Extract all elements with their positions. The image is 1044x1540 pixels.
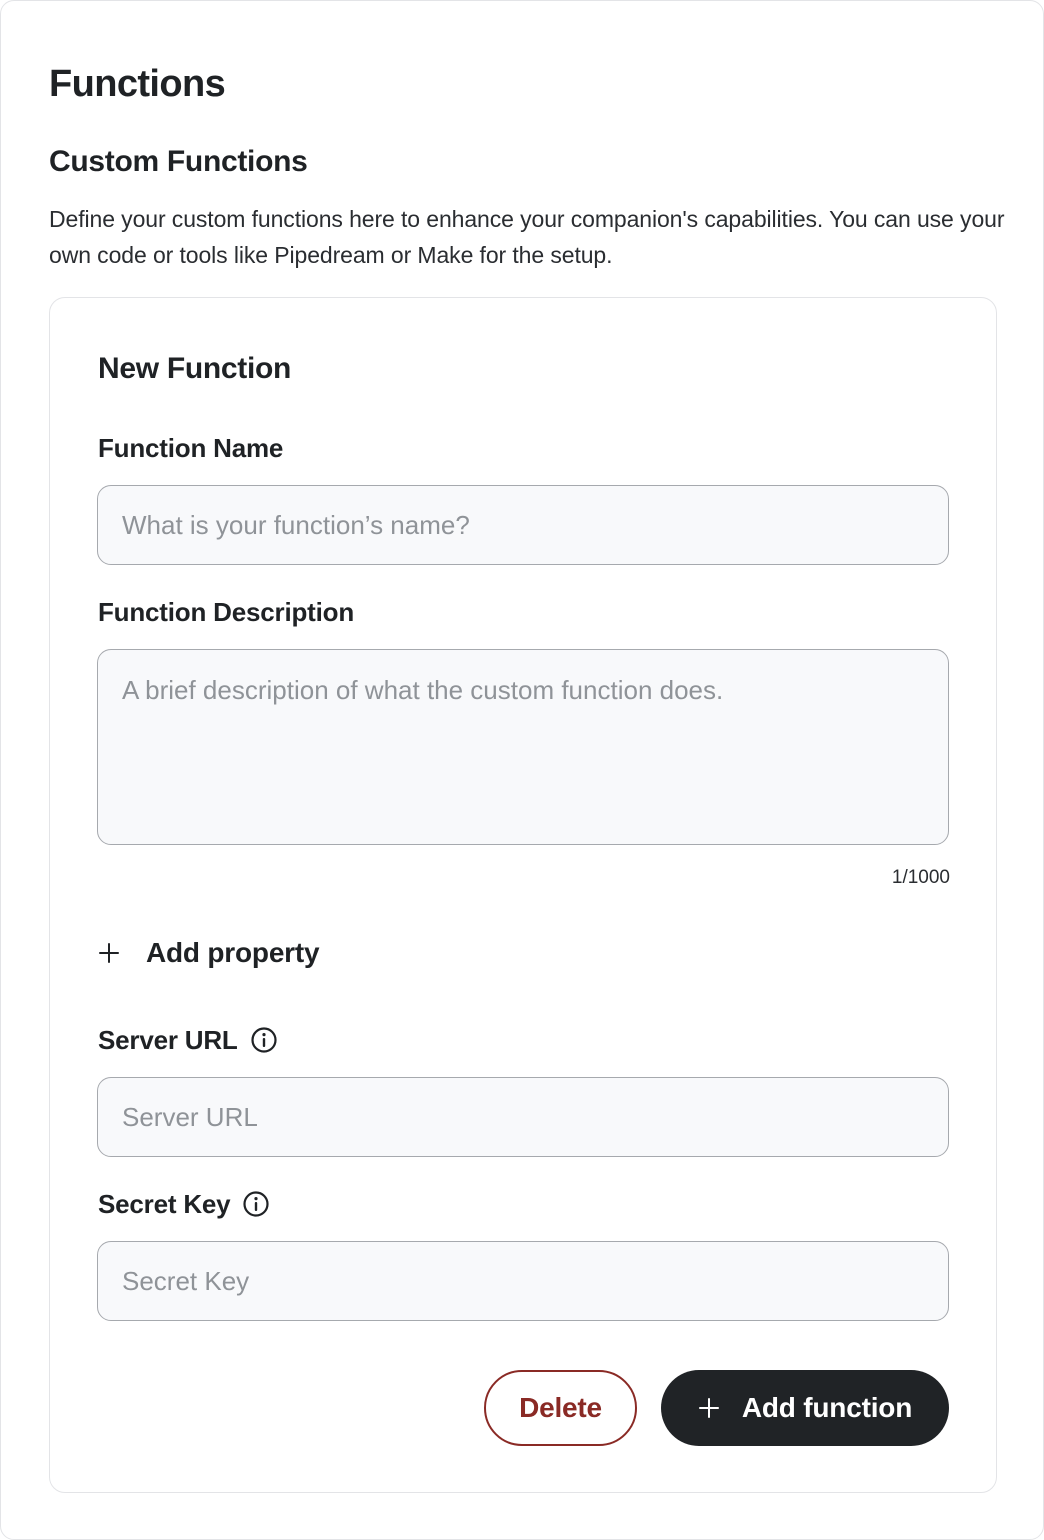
character-counter: 1/1000 bbox=[891, 867, 950, 888]
section-description: Define your custom functions here to enhance your companion's capabilities. You can use your own code or tools like Pipedream or Make for the setup. bbox=[49, 206, 1005, 268]
add-property-label: Add property bbox=[146, 937, 320, 968]
function-description-label-text: Function Description bbox=[98, 597, 355, 627]
new-function-card bbox=[49, 297, 997, 1493]
function-description-label bbox=[98, 596, 354, 628]
info-icon[interactable] bbox=[250, 1026, 278, 1054]
secret-key-label-text: Secret Key bbox=[98, 1189, 231, 1219]
server-url-label-text: Server URL bbox=[98, 1025, 238, 1055]
plus-icon bbox=[98, 942, 120, 964]
delete-button[interactable] bbox=[484, 1370, 637, 1446]
add-function-button-label: Add function bbox=[741, 1392, 913, 1423]
function-name-input[interactable] bbox=[97, 485, 949, 565]
add-property-button[interactable] bbox=[98, 936, 319, 970]
secret-key-label bbox=[98, 1188, 270, 1220]
section-title: Custom Functions bbox=[49, 145, 308, 178]
page-title: Functions bbox=[49, 63, 226, 105]
card-title: New Function bbox=[98, 352, 292, 385]
function-description-textarea[interactable] bbox=[97, 649, 949, 845]
plus-icon bbox=[698, 1397, 720, 1419]
add-function-button[interactable] bbox=[661, 1370, 949, 1446]
info-icon[interactable] bbox=[242, 1190, 270, 1218]
server-url-input[interactable] bbox=[97, 1077, 949, 1157]
function-name-label-text: Function Name bbox=[98, 433, 284, 463]
server-url-label bbox=[98, 1024, 278, 1056]
secret-key-input[interactable] bbox=[97, 1241, 949, 1321]
function-name-label bbox=[98, 432, 283, 464]
delete-button-label: Delete bbox=[519, 1392, 602, 1423]
